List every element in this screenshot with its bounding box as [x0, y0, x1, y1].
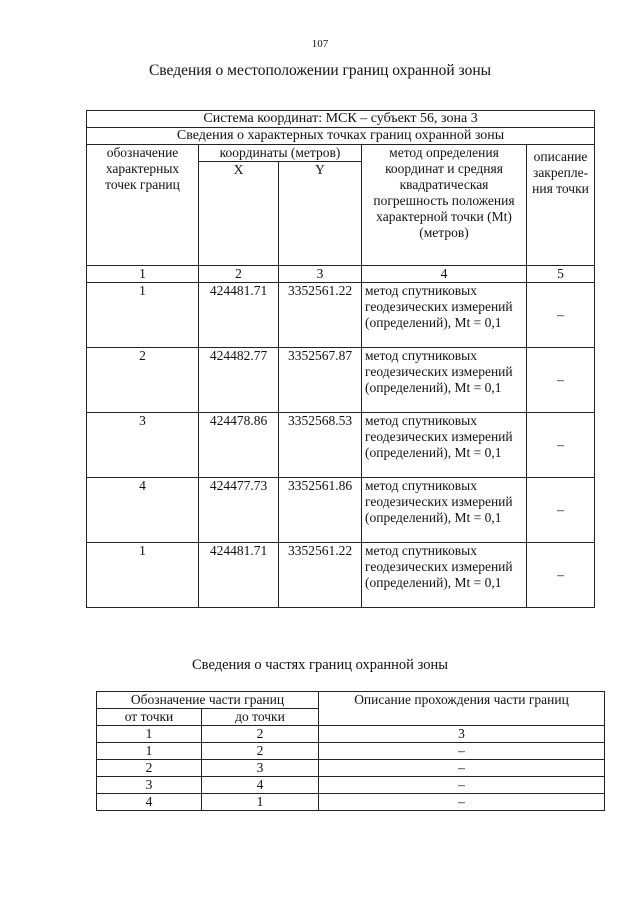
col-part-header: Обозначение части границ: [97, 692, 319, 709]
table-row: [87, 543, 595, 608]
desc-value: –: [527, 283, 595, 348]
table-row: [97, 794, 605, 811]
points-table: [86, 110, 595, 608]
col-number: 1: [97, 726, 202, 743]
section-heading: Сведения о частях границ охранной зоны: [192, 657, 448, 673]
y-value: 3352568.53: [279, 413, 362, 478]
table-row: [97, 743, 605, 760]
col-x-header: X: [199, 162, 279, 266]
point-label: 3: [87, 413, 199, 478]
y-value: 3352561.86: [279, 478, 362, 543]
method-text: метод спутниковых геодезических измерений (определений), Mt = 0,1: [362, 283, 527, 348]
section-title: Сведения о характерных точках границ охранной зоны: [87, 128, 595, 145]
point-label: 1: [87, 543, 199, 608]
to-point: 1: [202, 794, 319, 811]
part-desc: –: [319, 760, 605, 777]
to-point: 3: [202, 760, 319, 777]
y-value: 3352561.22: [279, 543, 362, 608]
part-desc: –: [319, 777, 605, 794]
col-y-header: Y: [279, 162, 362, 266]
parts-table: [96, 691, 605, 811]
method-text: метод спутниковых геодезических измерений (определений), Mt = 0,1: [362, 413, 527, 478]
from-point: 3: [97, 777, 202, 794]
y-value: 3352567.87: [279, 348, 362, 413]
col-number: 3: [319, 726, 605, 743]
col-number: 4: [362, 266, 527, 283]
x-value: 424481.71: [199, 543, 279, 608]
to-point: 4: [202, 777, 319, 794]
part-desc: –: [319, 794, 605, 811]
part-desc: –: [319, 743, 605, 760]
from-point: 4: [97, 794, 202, 811]
point-label: 2: [87, 348, 199, 413]
point-label: 1: [87, 283, 199, 348]
coord-system: Система координат: МСК – субъект 56, зона 3: [87, 111, 595, 128]
col-number: 2: [202, 726, 319, 743]
col-number: 2: [199, 266, 279, 283]
col-number: 3: [279, 266, 362, 283]
col-method-header: метод определения координат и средняя квадратическая погрешность положения характерной точки (Mt) (метров): [362, 145, 527, 266]
table-row: [97, 760, 605, 777]
page-title: Сведения о местоположении границ охранной зоны: [148, 62, 492, 79]
col-to-header: до точки: [202, 709, 319, 726]
desc-value: –: [527, 413, 595, 478]
col-from-header: от точки: [97, 709, 202, 726]
point-label: 4: [87, 478, 199, 543]
from-point: 2: [97, 760, 202, 777]
table-row: [87, 348, 595, 413]
x-value: 424478.86: [199, 413, 279, 478]
col-desc-header: Описание прохождения части границ: [319, 692, 605, 726]
desc-value: –: [527, 478, 595, 543]
x-value: 424482.77: [199, 348, 279, 413]
desc-value: –: [527, 543, 595, 608]
col-coords-header: координаты (метров): [199, 145, 362, 162]
table-row: [87, 478, 595, 543]
to-point: 2: [202, 743, 319, 760]
method-text: метод спутниковых геодезических измерений (определений), Mt = 0,1: [362, 348, 527, 413]
table-row: [97, 777, 605, 794]
col-point-header: обозначение характерных точек границ: [87, 145, 199, 266]
col-number: 5: [527, 266, 595, 283]
desc-value: –: [527, 348, 595, 413]
method-text: метод спутниковых геодезических измерений (определений), Mt = 0,1: [362, 543, 527, 608]
col-desc-header: описание закрепле-ния точки: [527, 145, 595, 266]
x-value: 424477.73: [199, 478, 279, 543]
page-number: 107: [311, 38, 329, 50]
table-row: [87, 283, 595, 348]
col-number: 1: [87, 266, 199, 283]
table-row: [87, 413, 595, 478]
y-value: 3352561.22: [279, 283, 362, 348]
method-text: метод спутниковых геодезических измерений (определений), Mt = 0,1: [362, 478, 527, 543]
from-point: 1: [97, 743, 202, 760]
x-value: 424481.71: [199, 283, 279, 348]
